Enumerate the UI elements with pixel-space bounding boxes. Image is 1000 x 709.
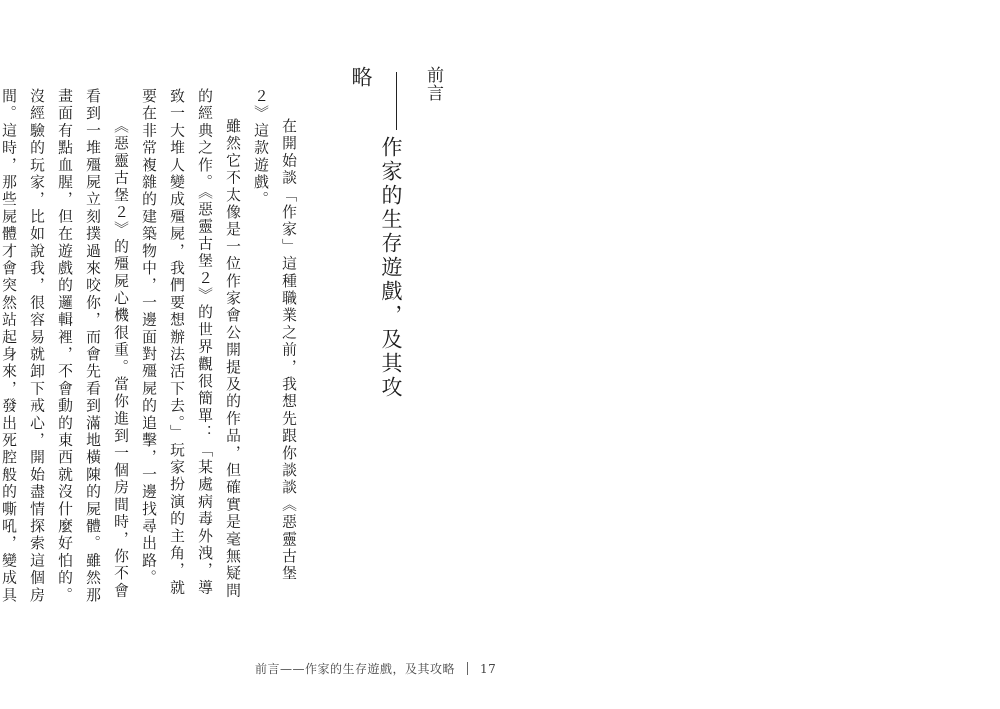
paragraph-3: 《惡靈古堡２》的殭屍心機很重。當你進到一個房間時，你不會看到一堆殭屍立刻撲過來咬你，而會先看到滿地橫陳的屍體。雖然那畫面有點血腥，但在遊戲的邏輯裡，不會動的東西就沒什麼好怕的。沒經驗的玩家，比如說我，很容易就卸下戒心，開始盡情探索這個房間。這時，那些屍體才會突然站起身來，發出死腔般的嘶吼，變成具 [0, 88, 129, 604]
title-dash [396, 72, 397, 130]
page-number: 17 [480, 662, 497, 676]
chapter-title-text: 作家的生存遊戲，及其攻略 [349, 66, 403, 400]
running-title: 前言——作家的生存遊戲，及其攻略 [255, 662, 456, 676]
chapter-heading [349, 66, 446, 406]
page-footer [255, 660, 496, 677]
chapter-title [349, 66, 406, 406]
footer-divider [467, 662, 468, 675]
body-text [0, 88, 302, 608]
chapter-label: 前言 [423, 66, 443, 102]
paragraph-1: 在開始談「作家」這種職業之前，我想先跟你談談《惡靈古堡２》這款遊戲。 [252, 88, 297, 582]
paragraph-2: 雖然它不太像是一位作家會公開提及的作品，但確實是毫無疑問的經典之作。《惡靈古堡２》的世界觀很簡單：「某處病毒外洩，導致一大堆人變成殭屍，我們要想辦法活下去。」玩家扮演的主角，就要在非常複雜的建築物中，一邊面對殭屍的追擊，一邊找尋出路。 [140, 88, 241, 600]
